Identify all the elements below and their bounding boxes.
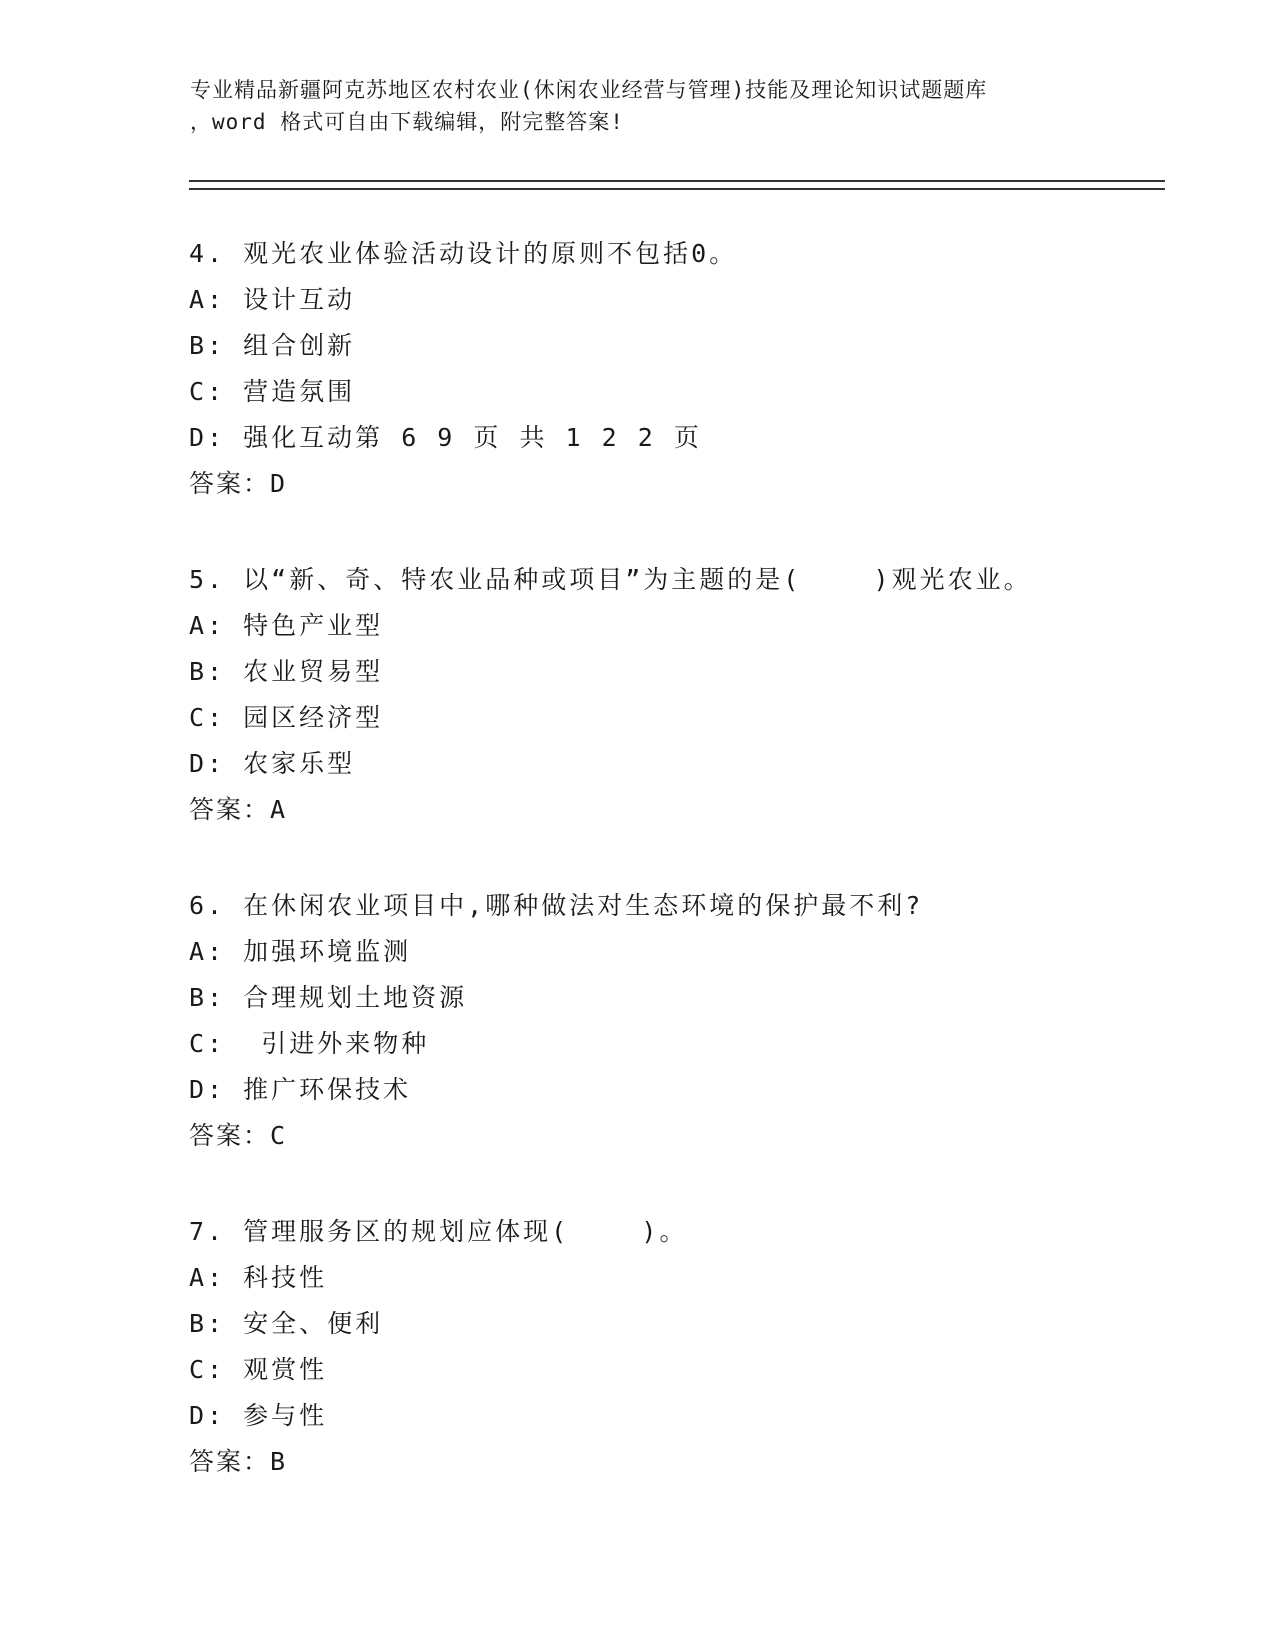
answer-value: D xyxy=(270,469,286,498)
option-a: A: 科技性 xyxy=(189,1263,328,1292)
option-d: D: 农家乐型 xyxy=(189,749,356,778)
question-6 xyxy=(189,883,1149,1159)
option-b: B: 组合创新 xyxy=(189,331,356,360)
question-list xyxy=(189,231,1149,1485)
header-double-rule xyxy=(189,180,1165,190)
option-c: C: 营造氛围 xyxy=(189,377,356,406)
option-d: D: 强化互动第 6 9 页 共 1 2 2 页 xyxy=(189,423,702,452)
option-c: C: 观赏性 xyxy=(189,1355,328,1384)
option-a: A: 设计互动 xyxy=(189,285,356,314)
option-b: B: 农业贸易型 xyxy=(189,657,384,686)
option-b: B: 安全、便利 xyxy=(189,1309,384,1338)
question-stem: 6. 在休闲农业项目中,哪种做法对生态环境的保护最不利? xyxy=(189,891,924,920)
answer-label: 答案： xyxy=(189,795,271,824)
answer-value: C xyxy=(270,1121,286,1150)
header-title-line-2: ，word 格式可自由下载编辑，附完整答案! xyxy=(190,110,624,134)
answer-label: 答案： xyxy=(189,1121,271,1150)
option-a: A: 特色产业型 xyxy=(189,611,384,640)
answer-value: B xyxy=(270,1447,286,1476)
answer-line xyxy=(189,1439,1149,1485)
document-header xyxy=(190,74,1090,138)
option-c: C: 园区经济型 xyxy=(189,703,384,732)
question-stem: 7. 管理服务区的规划应体现( )。 xyxy=(189,1217,688,1246)
question-7 xyxy=(189,1209,1149,1485)
option-d: D: 参与性 xyxy=(189,1401,328,1430)
header-title-line-1: 专业精品新疆阿克苏地区农村农业(休闲农业经营与管理)技能及理论知识试题题库 xyxy=(190,78,988,102)
option-c: C: 引进外来物种 xyxy=(189,1029,430,1058)
answer-line xyxy=(189,1113,1149,1159)
question-4 xyxy=(189,231,1149,507)
question-stem: 4. 观光农业体验活动设计的原则不包括0。 xyxy=(189,239,738,268)
question-5 xyxy=(189,557,1149,833)
question-stem: 5. 以“新、奇、特农业品种或项目”为主题的是( )观光农业。 xyxy=(189,565,1032,594)
answer-line xyxy=(189,461,1149,507)
answer-value: A xyxy=(270,795,286,824)
answer-label: 答案： xyxy=(189,1447,271,1476)
answer-label: 答案： xyxy=(189,469,271,498)
option-a: A: 加强环境监测 xyxy=(189,937,412,966)
answer-line xyxy=(189,787,1149,833)
option-d: D: 推广环保技术 xyxy=(189,1075,412,1104)
option-b: B: 合理规划土地资源 xyxy=(189,983,468,1012)
